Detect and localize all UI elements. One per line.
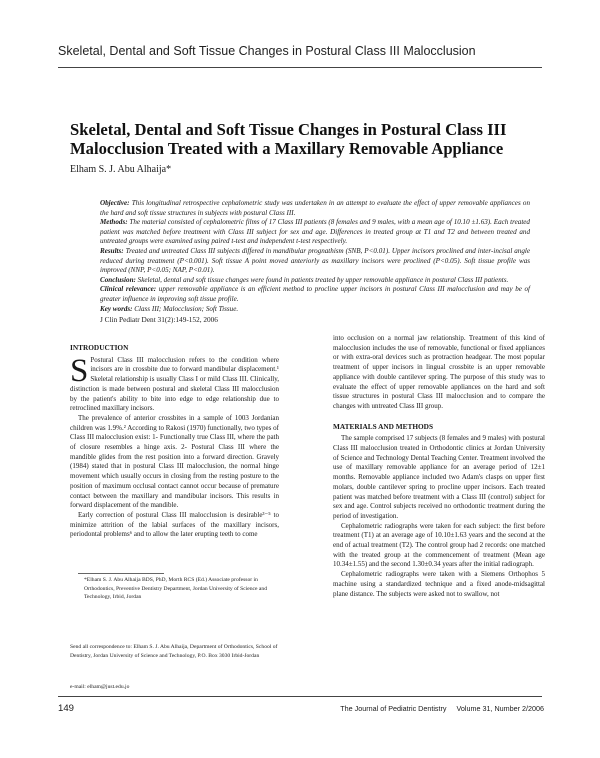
running-head: Skeletal, Dental and Soft Tissue Changes in Postural Class III Malocclusion (58, 44, 476, 58)
page-number: 149 (58, 703, 75, 714)
right-column (333, 334, 545, 599)
objective-text: This longitudinal retrospective cephalometric study was undertaken in an attempt to evaluate the effect of upper removable appliances on the hard and soft tissue structures in subjects with postural Class III. (100, 199, 530, 217)
conclusion-text: Skeletal, dental and soft tissue changes were found in patients treated by upper removable appliance in postural Class III patients. (137, 275, 509, 284)
intro-paragraph-1 (70, 352, 279, 414)
intro-p1-text: Postural Class III malocclusion refers to the condition where incisors are in crossbite due to forward mandibular displacement.¹ Skeletal relationship is usually Class I or mild Class III. Clinically, distinction is made between postural and skeletal Class III malocclusion by the patient's ability to bite into edge to edge relationship due to retroclined maxillary incisors. (70, 355, 279, 413)
correspondence: Send all correspondence to: Elham S. J. Abu Alhaija, Department of Orthodontics, School of Dentistry, Jordan University of Science and Technology, P.O. Box 3030 Irbid-Jordan (70, 644, 278, 659)
abstract-objective (100, 199, 530, 218)
abstract-relevance (100, 285, 530, 304)
left-column (70, 343, 279, 540)
methods-paragraph-1: The sample comprised 17 subjects (8 females and 9 males) with postural Class III malocclusion treated in Orthodontic clinics at Jordan University of Science and Technology Dental Teaching Center. Treatment involved the use of maxillary removable appliance for an average period of 12±1 months. Removable appliance included two Adam's clasps on upper first molars, double cantilever spring to procline upper incisors. Each treated patient was matched before treatment with a Class III (control) subject for sex and age. Control subjects received no orthodontic treatment during the period of investigation. (333, 434, 545, 520)
results-text: Treated and untreated Class III subjects differed in mandibular prognathism (SNB, P<0.01). Upper incisors proclined and inter-incisal angle reduced during treatment (P<0.001). Soft tissue A point moved anteriorly as maxillary incisors were proclined (P<0.05). Soft tissue profile was improved (NNP, P<0.05; NAP, P<0.01). (100, 246, 530, 275)
article-title: Skeletal, Dental and Soft Tissue Changes in Postural Class III Malocclusion Treated with a Maxillary Removable Appliance (70, 120, 507, 158)
intro-paragraph-2: The prevalence of anterior crossbites in a sample of 1003 Jordanian children was 1.9%.² According to Rakosi (1970) functionally, two types of Class III malocclusion exist: 1- Functionally true Class III, where the path of closure resembles a hinge axis. 2- Postural Class III where the mandible glides from the rest position into a forward direction. Gravely (1984) stated that in postural Class III malocclusion, the normal hinge movement which usually occurs in closing from the resting posture to the position of maximum occlusal contact cannot occur because of premature contact between the maxillary and mandibular incisors. This results in forward displacement of the mandible. (70, 413, 279, 510)
abstract-keywords (100, 305, 530, 315)
methods-heading: MATERIALS AND METHODS (333, 421, 434, 431)
intro-paragraph-3: Early correction of postural Class III malocclusion is desirable³⁻⁵ to minimize attrition of the labial surfaces of the maxillary incisors, periodontal problems⁶ and to allow the later erupting teeth to come (70, 510, 279, 539)
header-rule (58, 67, 542, 68)
author-footnote: *Elham S. J. Abu Alhaija BDS, PhD, Morth RCS (Ed.) Associate professor in Orthodontics, Preventive Dentistry Department, Jordan University of Science and Technology, Irbid, Jordan (84, 577, 267, 601)
drop-cap: S (70, 352, 89, 389)
footer-rule (58, 696, 542, 697)
journal-footer: The Journal of Pediatric Dentistry Volume 31, Number 2/2006 (340, 704, 544, 713)
col2-paragraph-1: into occlusion on a normal jaw relationship. Treatment of this kind of malocclusion includes the use of removable, functional or fixed appliances or with extra-oral devices such as protraction headgear. The most popular treatment of upper incisors in lingual crossbite is an upper removable appliance with double cantilever spring. The purpose of this study was to evaluate the effect of upper removable appliances on the hard and soft tissue structures in postural Class III malocclusion and to compare the changes with untreated Class III group. (333, 334, 545, 410)
keywords-label: Key words: (100, 304, 133, 313)
keywords-text: Class III; Malocclusion; Soft Tissue. (134, 304, 239, 313)
author-line: Elham S. J. Abu Alhaija* (70, 164, 172, 175)
abstract-results (100, 247, 530, 276)
footnote-rule (78, 573, 164, 574)
intro-heading: INTRODUCTION (70, 343, 129, 352)
methods-label: Methods: (100, 218, 128, 227)
conclusion-label: Conclusion: (100, 275, 136, 284)
citation: J Clin Pediatr Dent 31(2):149-152, 2006 (100, 315, 218, 325)
relevance-text: upper removable appliance is an efficient method to procline upper incisors in postural Class III malocclusion and may be of greater influence in improving soft tissue profile. (100, 285, 531, 303)
email: e-mail: elham@just.edu.jo (70, 684, 130, 690)
objective-label: Objective: (100, 199, 130, 207)
relevance-label: Clinical relevance: (100, 285, 157, 294)
methods-paragraph-2: Cephalometric radiographs were taken for each subject: the first before treatment (T1) at an average age of 10.10±1.63 years and the second at the end of actual treatment (T2). The control group had 2 records: one matched with the treated group at the commencement of treatment (Mean age 10.34±1.55) and the second 1.30±0.34 years after the initial radiograph. (333, 521, 545, 569)
methods-paragraph-3: Cephalometric radiographs were taken with a Siemens Orthophos 5 machine using a standardized technique and a fixed anode-midsagittal plane distance. The subjects were asked not to swallow, not (333, 570, 545, 598)
abstract-methods (100, 218, 530, 247)
abstract (100, 199, 530, 325)
methods-text: The material consisted of cephalometric films of 17 Class III patients (8 females and 9 males, with a mean age of 10.10 ±1.63). Each treated patient was matched before treatment with Class III subject for sex and age. Differences in treated group at T1 and T2 and between treated and untreated groups were examined using paired t-test and independent t-test respectively. (100, 218, 530, 246)
abstract-conclusion (100, 276, 530, 286)
results-label: Results: (100, 246, 124, 255)
